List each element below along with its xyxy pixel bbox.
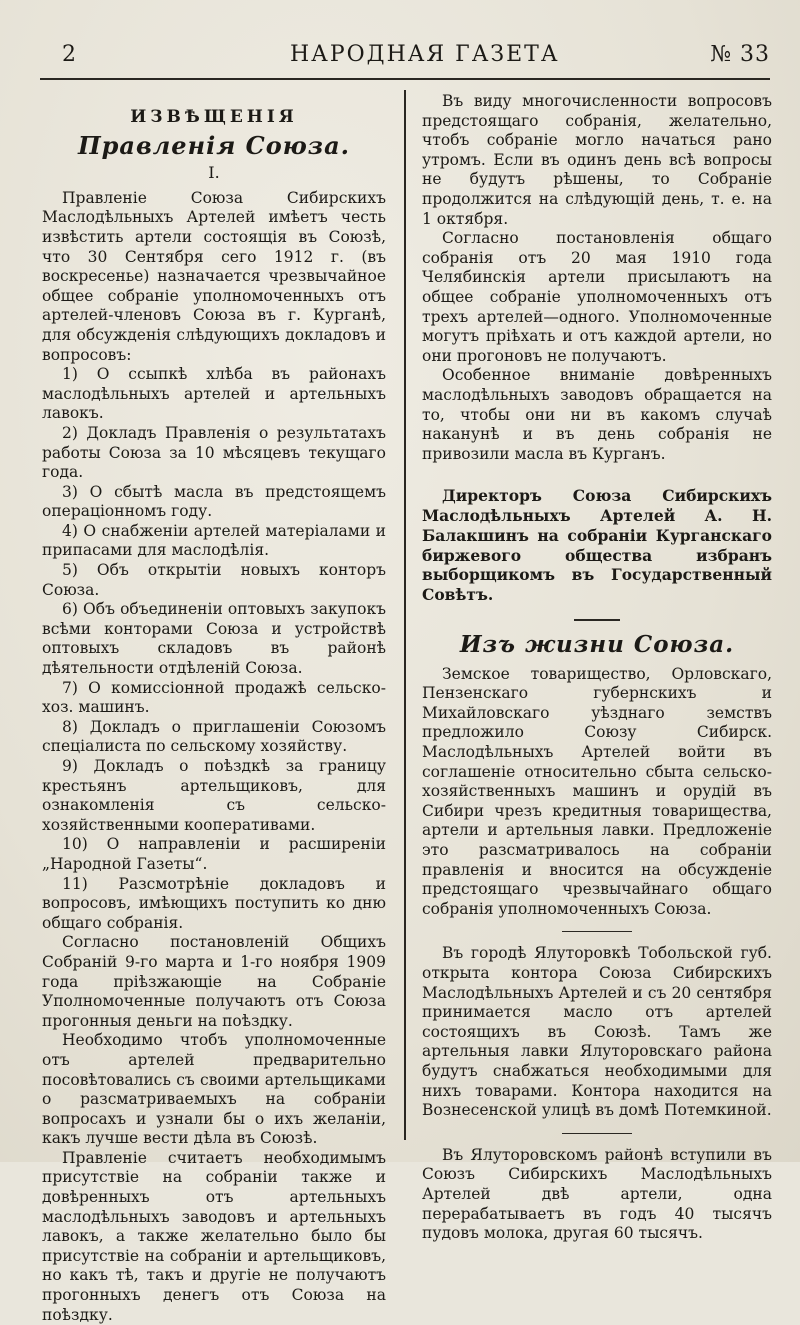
notice-heading: ИЗВѢЩЕНІЯ [130,107,298,127]
presence-paragraph: Правленіе считаетъ необходимымъ присутствіе на собраніи также и довѣренныхъ отъ артельныхъ маслодѣльныхъ заводовъ и артельныхъ лавокъ, а также желательно было бы присутствіе на собраніи и артельщиковъ, но какъ тѣ, такъ и другіе не получаютъ прогонныхъ денегъ отъ Союза на поѣздку. [42,1148,386,1324]
header-rule [40,78,770,80]
issue-number: № 33 [710,42,770,67]
may-resolution-paragraph: Согласно постановленія общаго собранія отъ 20 мая 1910 года Челябинскія артели присылаютъ на общее собраніе уполномоченныхъ отъ трехъ артелей—одного. Уполномоченные могутъ пріѣхать и отъ каждой артели, но они прогоновъ не получаютъ. [422,229,772,365]
page-number: 2 [62,42,77,67]
page-header [40,38,770,70]
separator [574,619,620,621]
director-notice: Директоръ Союза Сибирскихъ Маслодѣльныхъ Артелей А. Н. Балакшинъ на собраніи Курганскаго биржевого общества избранъ выборщикомъ въ Государственный Совѣтъ. [422,486,772,605]
right-column [422,92,772,1244]
agenda-item: 4) О снабженіи артелей матеріалами и припасами для маслодѣлія. [42,521,386,560]
agenda-item: 5) Объ открытіи новыхъ конторъ Союза. [42,561,386,599]
many-questions-paragraph: Въ виду многочисленности вопросовъ предстоящаго собранія, желательно, чтобъ собраніе могло начаться рано утромъ. Если въ одинъ день всѣ вопросы не будутъ рѣшены, то Собраніе продолжится на слѣдующій день, т. е. на 1 октября. [422,92,772,228]
intro-paragraph: Правленіе Союза Сибирскихъ Маслодѣльныхъ Артелей имѣетъ честь извѣстить артели состоящія въ Союзѣ, что 30 Сентября сего 1912 г. (въ воскресенье) назначается чрезвычайное общее собраніе уполномоченныхъ отъ артелей-членовъ Союза въ г. Курганѣ, для обсужденія слѣдующихъ докладовъ и вопросовъ: [42,188,386,364]
attention-paragraph: Особенное вниманіе довѣренныхъ маслодѣльныхъ заводовъ обращается на то, чтобы они ни въ какомъ случаѣ наканунѣ и въ день собранія не привозили масла въ Курганъ. [422,366,772,463]
agenda-item: 3) О сбытѣ масла въ предстоящемъ операціонномъ году. [42,482,386,521]
agenda-item: 9) Докладъ о поѣздкѣ за границу крестьянъ артельщиковъ, для ознакомленія съ сельско-хозяйственными кооперативами. [42,757,386,834]
agenda-item: 1) О ссыпкѣ хлѣба въ районахъ маслодѣльныхъ артелей и артельныхъ лавокъ. [42,365,386,423]
section-number: I. [208,163,220,183]
newspaper-title: НАРОДНАЯ ГАЗЕТА [290,42,560,67]
left-column [42,92,386,1325]
agenda-item: 8) Докладъ о приглашеніи Союзомъ спеціалиста по сельскому хозяйству. [42,717,386,756]
join-news: Въ Ялуторовскомъ районѣ вступили въ Союзъ Сибирскихъ Маслодѣльныхъ Артелей двѣ артели, одна перерабатываетъ въ годъ 40 тысячъ пудовъ молока, другая 60 тысячъ. [422,1145,772,1243]
agenda-item: 11) Разсмотрѣніе докладовъ и вопросовъ, имѣющихъ поступить ко дню общаго собранія. [42,874,386,932]
separator [562,1133,632,1134]
board-heading: Правленія Союза. [77,130,351,160]
spacer [422,464,772,486]
fares-paragraph: Согласно постановленій Общихъ Собраній 9-го марта и 1-го ноября 1909 года пріѣзжающіе на Собраніе Уполномоченные получаютъ отъ Союза прогонныя деньги на поѣздку. [42,933,386,1030]
agenda-item: 7) О комиссіонной продажѣ сельско-хоз. машинъ. [42,678,386,717]
agenda-item: 6) Объ объединеніи оптовыхъ закупокъ всѣми конторами Союза и устройствѣ оптовыхъ складовъ въ районѣ дѣятельности отдѣленій Союза. [42,600,386,678]
consult-paragraph: Необходимо чтобъ уполномоченные отъ артелей предварительно посовѣтовались съ своими артельщиками о разсматриваемыхъ на собраніи вопросахъ и узнали бы о ихъ желаніи, какъ лучше вести дѣла въ Союзѣ. [42,1031,386,1148]
zemstvo-news: Земское товарищество, Орловскаго, Пензенскаго губернскихъ и Михайловскаго уѣзднаго земствъ предложило Союзу Сибирск. Маслодѣльныхъ Артелей войти въ соглашеніе относительно сбыта сельско-хозяйственныхъ машинъ и орудій въ Сибири чрезъ кредитныя товарищества, артели и артельныя лавки. Предложеніе это разсматривалось на собраніи правленія и вносится на обсужденіе предстоящаго чрезвычайнаго общаго собранія уполномоченныхъ Союза. [422,664,772,918]
separator [562,931,632,932]
union-life-heading: Изъ жизни Союза. [459,631,735,659]
agenda-item: 10) О направленіи и расширеніи „Народной Газеты“. [42,835,386,873]
column-divider [404,90,406,1140]
office-news: Въ городѣ Ялуторовкѣ Тобольской губ. открыта контора Союза Сибирскихъ Маслодѣльныхъ Артелей и съ 20 сентября принимается масло отъ артелей состоящихъ въ Союзѣ. Тамъ же артельныя лавки Ялуторовскаго района будутъ снабжаться необходимыми для нихъ товарами. Контора находится на Вознесенской улицѣ въ домѣ Потемкиной. [422,944,772,1120]
agenda-item: 2) Докладъ Правленія о результатахъ работы Союза за 10 мѣсяцевъ текущаго года. [42,423,386,482]
